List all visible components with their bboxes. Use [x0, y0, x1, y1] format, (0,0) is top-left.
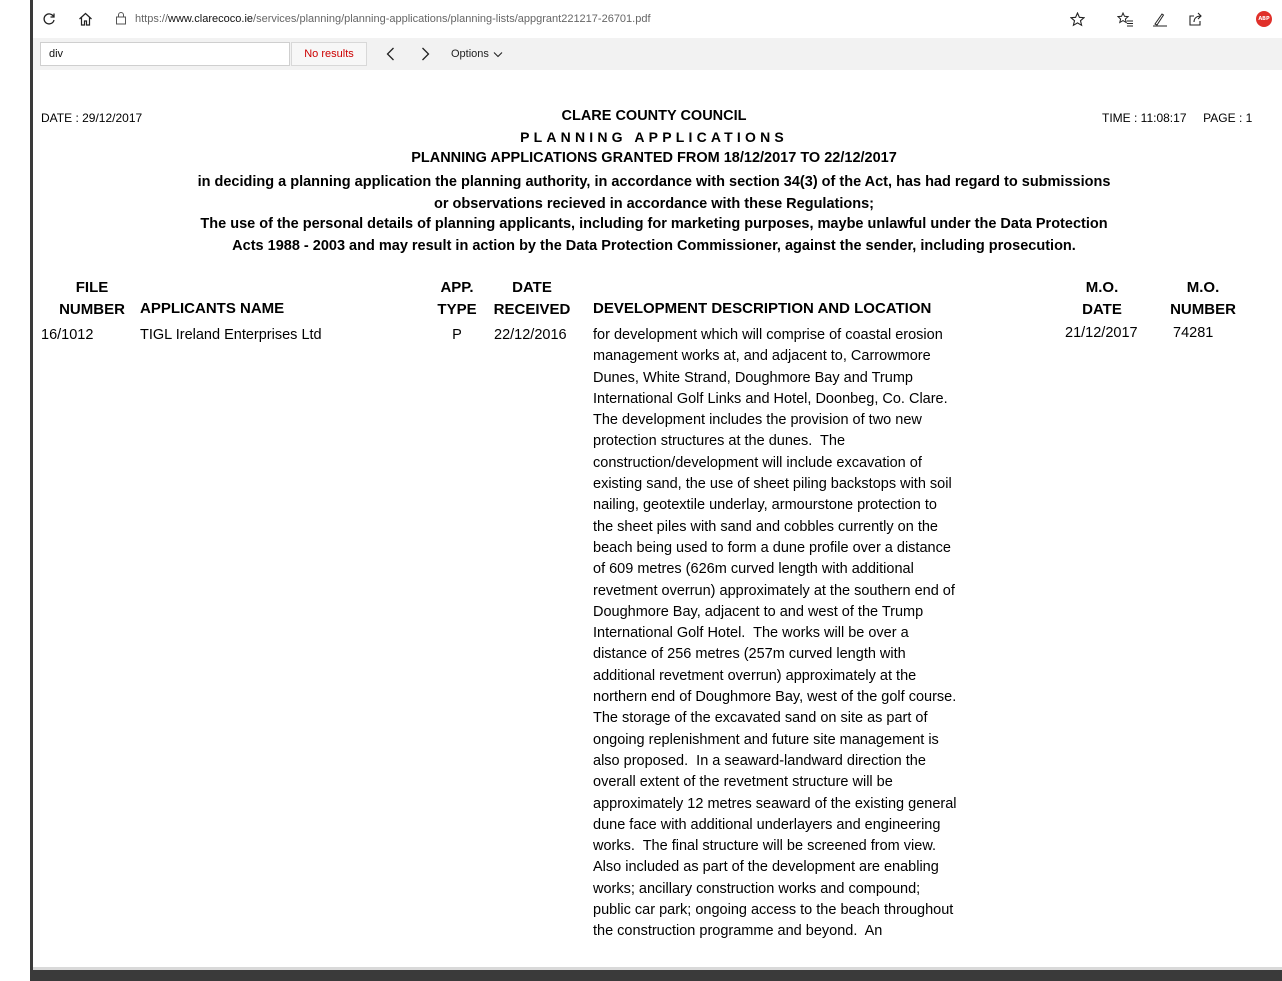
favorite-star-icon[interactable] — [1065, 7, 1089, 31]
desktop-strip — [0, 0, 30, 981]
home-icon[interactable] — [73, 7, 97, 31]
col-apptype-line2: TYPE — [437, 300, 477, 318]
find-status: No results — [291, 42, 367, 66]
privacy-notice — [33, 214, 1275, 257]
regard-line-1: in deciding a planning application the planning authority, in accordance with section 34(3) of the Act, has had regard to submissions — [197, 174, 1111, 190]
description-line: Dunes, White Strand, Doughmore Bay and Trump — [593, 369, 913, 386]
col-mo-date — [1063, 277, 1141, 320]
col-mo-number — [1163, 277, 1243, 320]
report-date: DATE : 29/12/2017 — [41, 111, 143, 125]
col-file-number — [57, 277, 127, 320]
description-line: construction/development will include excavation of — [593, 454, 922, 471]
description-line: nailing, geotextile underlay, armourstone protection to — [593, 497, 937, 514]
col-monumber-line1: M.O. — [1186, 279, 1220, 296]
row-app-type: P — [452, 327, 462, 343]
row-date-received: 22/12/2016 — [494, 327, 567, 343]
chevron-down-icon — [493, 51, 503, 58]
council-name: CLARE COUNTY COUNCIL — [561, 108, 747, 124]
description-line: of 609 metres (626m curved length with additional — [593, 561, 914, 578]
description-line: the sheet piles with sand and cobbles currently on the — [593, 518, 938, 535]
description-line: public car park; ongoing access to the beach throughout — [593, 902, 954, 919]
pen-note-icon[interactable] — [1148, 7, 1172, 31]
description-line: The storage of the excavated sand on site as part of — [593, 710, 928, 727]
privacy-line-2: Acts 1988 - 2003 and may result in action by the Data Protection Commissioner, against the sender, including prosecution. — [232, 237, 1076, 254]
col-applicant: APPLICANTS NAME — [140, 300, 285, 317]
description-line: distance of 256 metres (257m curved length with — [593, 646, 906, 663]
col-file-line2: NUMBER — [59, 300, 125, 318]
url-path: /services/planning/planning-applications/planning-lists/appgrant221217-26701.pdf — [253, 13, 651, 25]
col-app-type — [432, 277, 482, 320]
find-bar — [33, 38, 1282, 71]
description-line: ongoing replenishment and future site management is — [593, 731, 939, 748]
description-line: additional revetment overrun) approximately at the — [593, 667, 917, 684]
row-mo-date: 21/12/2017 — [1065, 325, 1138, 341]
description-line: approximately 12 metres seaward of the existing general — [593, 795, 957, 812]
chevron-right-icon — [421, 47, 430, 61]
description-line: works. The final structure will be screened from view. — [593, 838, 937, 855]
granted-range: PLANNING APPLICATIONS GRANTED FROM 18/12/2017 TO 22/12/2017 — [411, 150, 897, 166]
col-file-line1: FILE — [75, 279, 109, 296]
address-bar[interactable] — [115, 5, 1095, 33]
col-modate-line1: M.O. — [1085, 279, 1119, 296]
col-description: DEVELOPMENT DESCRIPTION AND LOCATION — [593, 300, 932, 317]
privacy-line-1: The use of the personal details of planning applicants, including for marketing purposes, maybe unlawful under the Data Protection — [200, 216, 1108, 232]
find-input[interactable] — [40, 42, 290, 66]
regard-notice — [33, 172, 1275, 215]
col-date-received — [493, 277, 571, 320]
find-previous-button[interactable] — [379, 42, 401, 66]
report-time-page: TIME : 11:08:17 PAGE : 1 — [1102, 111, 1253, 125]
col-modate-line2: DATE — [1082, 300, 1122, 318]
description-line: revetment overrun) approximately at the southern end of — [593, 582, 955, 599]
description-line: also proposed. In a seaward-landward direction the — [593, 752, 926, 769]
description-line: management works at, and adjacent to, Carrowmore — [593, 348, 931, 365]
description-line: protection structures at the dunes. The — [593, 433, 846, 450]
col-apptype-line1: APP. — [440, 279, 474, 296]
col-received-line1: DATE — [512, 279, 552, 296]
description-line: Also included as part of the development are enabling — [593, 859, 939, 876]
description-line: works; ancillary construction works and compound; — [593, 880, 921, 897]
description-line: The development includes the provision of two new — [593, 412, 922, 429]
col-monumber-line2: NUMBER — [1170, 300, 1236, 318]
description-line: for development which will comprise of coastal erosion — [593, 327, 943, 343]
description-line: overall extent of the revetment structure will be — [593, 774, 893, 791]
document-heading: PLANNING APPLICATIONS — [520, 129, 788, 145]
browser-toolbar — [33, 0, 1282, 39]
description-line: International Golf Links and Hotel, Doonbeg, Co. Clare. — [593, 390, 948, 407]
find-options-label: Options — [451, 48, 489, 60]
refresh-icon[interactable] — [37, 7, 61, 31]
description-line: dune face with additional underlayers and engineering — [593, 816, 941, 833]
description-line: beach being used to form a dune profile over a distance — [593, 539, 951, 556]
url-prefix: https:// — [135, 13, 169, 25]
description-line: Doughmore Bay, adjacent to and west of the Trump — [593, 603, 924, 620]
favorites-list-icon[interactable] — [1113, 7, 1137, 31]
description-line: northern end of Doughmore Bay, west of the golf course. — [593, 689, 957, 706]
regard-line-2: or observations recieved in accordance with these Regulations; — [434, 195, 874, 212]
pdf-page — [33, 70, 1282, 967]
description-line: International Golf Hotel. The works will be over a — [593, 625, 909, 642]
adblock-plus-icon[interactable]: ABP — [1256, 11, 1272, 27]
url-host: www.clarecoco.ie — [168, 13, 254, 25]
find-next-button[interactable] — [414, 42, 436, 66]
description-line: the construction programme and beyond. An — [593, 923, 883, 940]
row-file-number: 16/1012 — [41, 327, 94, 343]
lock-icon — [115, 11, 127, 25]
row-mo-number: 74281 — [1173, 325, 1214, 341]
description-line: existing sand, the use of sheet piling backstops with soil — [593, 476, 952, 493]
share-icon[interactable] — [1183, 7, 1207, 31]
find-options-button[interactable] — [451, 42, 503, 66]
row-applicant: TIGL Ireland Enterprises Ltd — [140, 327, 322, 343]
col-received-line2: RECEIVED — [493, 300, 571, 318]
chevron-left-icon — [386, 47, 395, 61]
window-frame-bottom-edge — [33, 967, 1282, 970]
row-description — [593, 325, 993, 943]
